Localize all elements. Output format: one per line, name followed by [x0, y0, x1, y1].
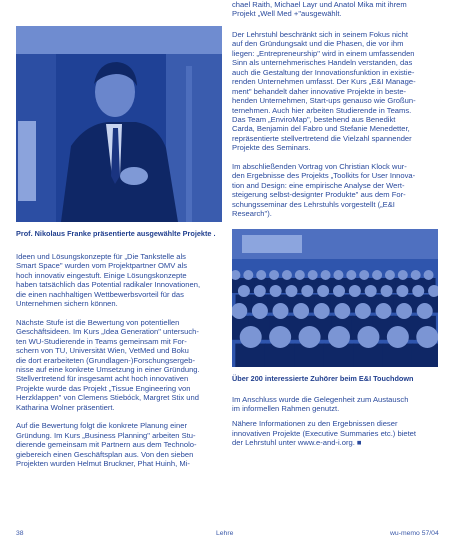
section-label: Lehre — [216, 530, 234, 537]
right-paragraph-2 — [232, 30, 438, 153]
audience-photo-caption: Über 200 interessierte Zuhörer beim E&I Touchdown — [232, 373, 414, 383]
text-line: auf den Gründungsakt und die Phasen, die vor ihm — [232, 39, 404, 49]
audience-photo — [232, 229, 438, 367]
text-line: Projekten wurden Helmut Bruckner, Phat Huinh, Mi- — [16, 459, 190, 469]
text-line: Geschäftsideen. Im Kurs „Idea Generation" untersuch- — [16, 327, 199, 337]
left-paragraph-1 — [16, 252, 222, 309]
text-line: renden Unternehmen umfasst. Der Kurs „E&I Manage- — [232, 77, 416, 87]
text-line: ten WU-Studierende in Teams gemeinsam mit For- — [16, 336, 187, 346]
left-column — [16, 26, 222, 469]
text-line: Das Team „EnviroMap", bestehend aus Benedikt — [232, 114, 396, 124]
text-line: Herzklappen" von Clemens Stiebóck, Margret Stix und — [16, 393, 199, 403]
right-paragraph-4 — [232, 395, 438, 414]
text-line: henden Unternehmen, Start-ups genauso wie Großun- — [232, 96, 416, 106]
text-line: Im abschließenden Vortrag von Christian Klock wur- — [232, 161, 407, 171]
text-line: schern von TU, Universität Wien, VetMed und Boku — [16, 346, 189, 356]
text-line: Stellvertretend für insgesamt acht hoch innovativen — [16, 374, 189, 384]
right-column — [232, 0, 438, 448]
text-line: der Lehrstuhl unter www.e-and-i.org. ■ — [232, 438, 362, 448]
text-line: Projekt „Well Med +"ausgewählt. — [232, 9, 342, 19]
text-line: Nächste Stufe ist die Bewertung von potentiellen — [16, 317, 180, 327]
audience-photo-graphic — [232, 229, 438, 367]
text-line: Der Lehrstuhl beschränkt sich in seinem Fokus nicht — [232, 29, 409, 39]
text-line: ternehmen. Auch hier arbeiten Studierende in Teams. — [232, 105, 412, 115]
page-number: 38 — [16, 530, 24, 537]
text-line: Projekte des Seminars. — [232, 143, 311, 153]
text-line: Unternehmen sichern können. — [16, 299, 118, 309]
text-line: schungsseminar des Lehrstuhls vorgestellt („E&I — [232, 199, 395, 209]
text-line: giebereich einen Geschäftsplan aus. Von den sieben — [16, 449, 194, 459]
text-line: ment" behandelt daher innovative Projekte in beste- — [232, 86, 407, 96]
text-line: dierende gemeinsam mit Partnern aus dem Technolo- — [16, 440, 197, 450]
text-line: die einen nachhaltigen Wettbewerbsvorteil für das — [16, 289, 184, 299]
left-text — [16, 252, 222, 469]
left-paragraph-3 — [16, 421, 222, 468]
text-line: auch die Gestaltung der Innovationsfunktion in existie- — [232, 67, 415, 77]
right-paragraph-3 — [232, 162, 438, 219]
text-line: Research"). — [232, 209, 272, 219]
text-line: Katharina Wolner präsentiert. — [16, 402, 115, 412]
right-paragraph-1 — [232, 0, 438, 19]
issue-label: wu-memo 57/04 — [390, 530, 439, 537]
left-paragraph-2 — [16, 318, 222, 413]
text-line: Gründung. Im Kurs „Business Planning" arbeiten Stu- — [16, 430, 196, 440]
text-line: Ideen und Lösungskonzepte für „Die Tankstelle als — [16, 252, 186, 261]
text-line: tion and Design: eine empirische Analyse der Wert- — [232, 180, 405, 190]
text-line: innovativen Projekte (Executive Summaries etc.) bietet — [232, 428, 417, 438]
text-line: Projekte wurde das Projekt „Tissue Engineering von — [16, 383, 191, 393]
speaker-photo-caption: Prof. Nikolaus Franke präsentierte ausgewählte Projekte . — [16, 229, 216, 238]
text-line: Auf die Bewertung folgt die konkrete Planung einer — [16, 421, 187, 431]
text-line: im informellen Rahmen genutzt. — [232, 403, 340, 413]
text-line: Im Anschluss wurde die Gelegenheit zum Austausch — [232, 394, 409, 404]
text-line: nisse auf eine konkrete Umsetzung in einer Gründung. — [16, 364, 200, 374]
text-line: Nähere Informationen zu den Ergebnissen dieser — [232, 419, 398, 429]
text-line: hoch innovativ eingestuft. Einige Lösungskonzepte — [16, 270, 187, 280]
text-line: Smart Space" wurden vom Projektpartner OMV als — [16, 261, 188, 271]
text-line: steigerung selbst-designter Produkte" aus dem For- — [232, 190, 406, 200]
text-line: liegen: „Entrepreneurship" wird in einem umfassenden — [232, 48, 415, 58]
text-line: Carda, Benjamin del Fabro und Stefanie Menedetter, — [232, 124, 410, 134]
speaker-photo — [16, 26, 222, 222]
text-line: den Ergebnisse des Projekts „Toolkits for User Innova- — [232, 171, 416, 181]
right-paragraph-5 — [232, 419, 438, 447]
text-line: repräsentierte stellvertretend die Vielzahl spannender — [232, 133, 412, 143]
text-line: chael Raith, Michael Layr und Anatol Mika mit ihrem — [232, 0, 407, 9]
text-line: die dort erarbeiteten (Grundlagen-)Forschungsergeb- — [16, 355, 195, 365]
text-line: Sinn als unternehmerisches Handeln verstanden, das — [232, 58, 413, 68]
speaker-photo-graphic — [16, 26, 222, 222]
text-line: haben tatsächlich das Potential radikaler Innovationen, — [16, 280, 201, 290]
